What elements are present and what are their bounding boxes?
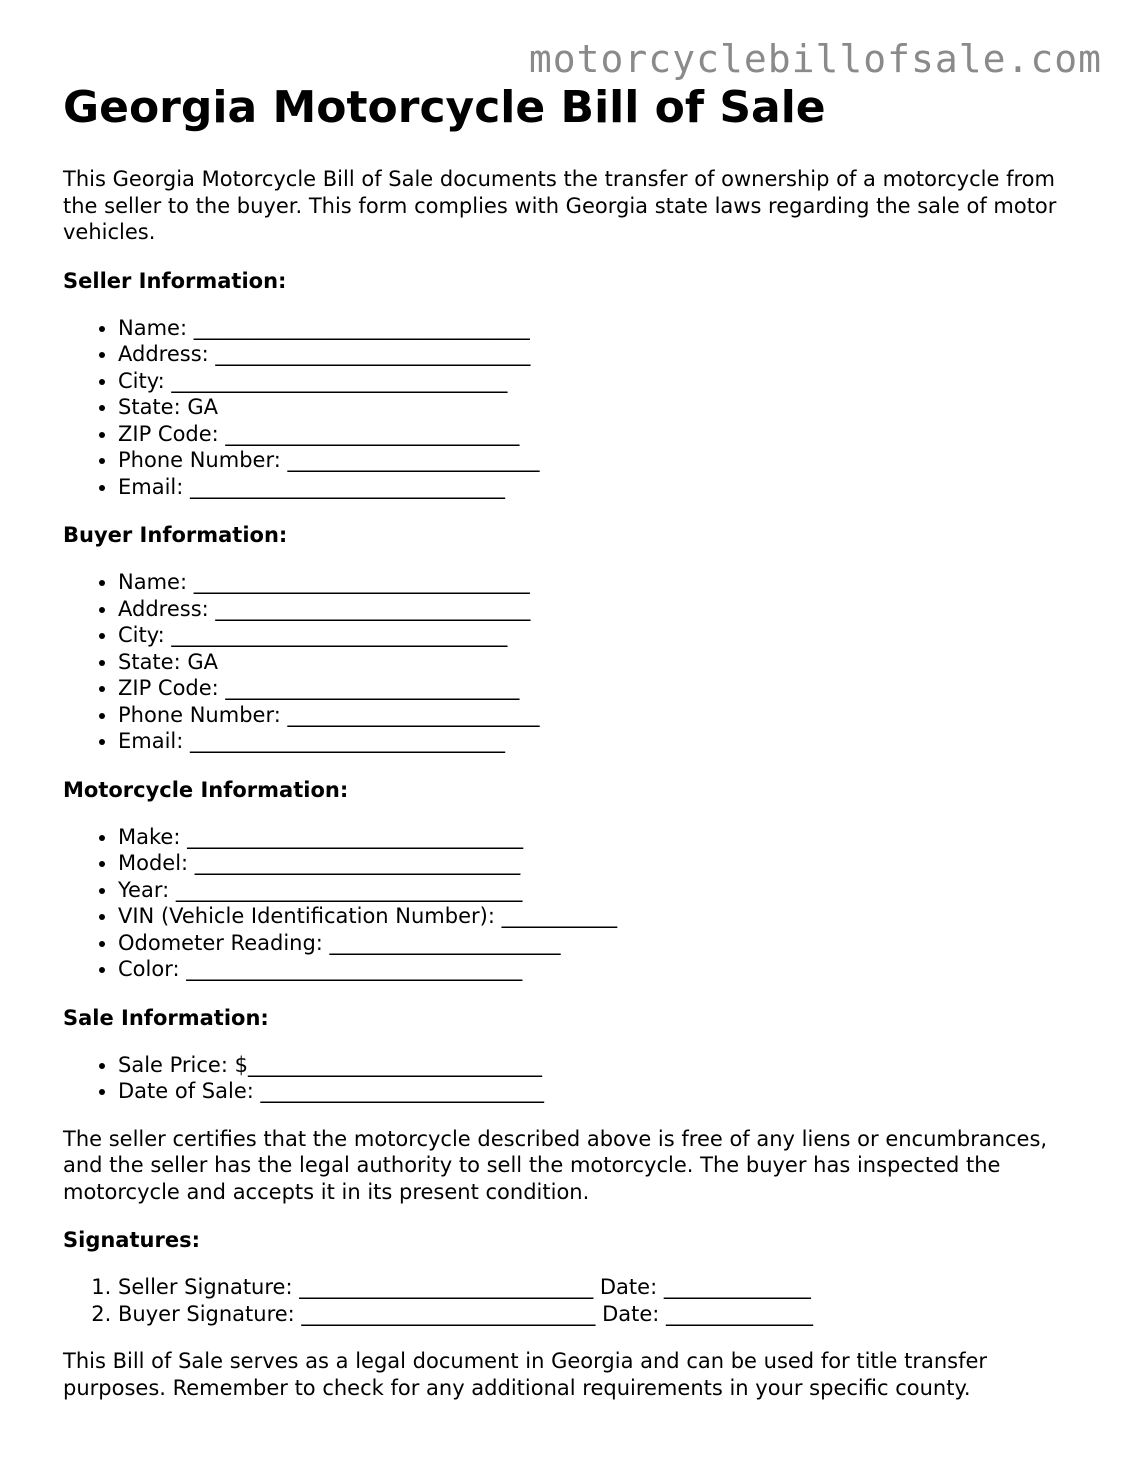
seller-zip-field: • ZIP Code: ____________________________ — [118, 421, 1083, 448]
motorcycle-vin-field: • VIN (Vehicle Identification Number): ___________ — [118, 903, 1083, 930]
motorcycle-make-field: • Make: ________________________________ — [118, 824, 1083, 851]
buyer-signature-line: 2. Buyer Signature: ____________________________ Date: ______________ — [118, 1301, 1083, 1328]
buyer-list — [63, 569, 1083, 755]
motorcycle-model-field: • Model: _______________________________ — [118, 850, 1083, 877]
seller-name-field: • Name: ________________________________ — [118, 315, 1083, 342]
sale-price-field: • Sale Price: $____________________________ — [118, 1052, 1083, 1079]
buyer-name-field: • Name: ________________________________ — [118, 569, 1083, 596]
seller-state-field: • State: GA — [118, 394, 1083, 421]
certification-paragraph: The seller certifies that the motorcycle described above is free of any liens or encumbrances, and the seller has the legal authority to sell the motorcycle. The buyer has inspected the motorcycle and accepts it in its present condition. — [63, 1126, 1048, 1204]
motorcycle-year-field: • Year: _________________________________ — [118, 877, 1083, 904]
seller-list — [63, 315, 1083, 501]
watermark-text: motorcyclebillofsale.com — [528, 37, 1102, 81]
sale-heading: Sale Information: — [63, 1005, 269, 1030]
buyer-phone-field: • Phone Number: ________________________ — [118, 702, 1083, 729]
closing-paragraph: This Bill of Sale serves as a legal document in Georgia and can be used for title transfer purposes. Remember to check for any additional requirements in your specific county. — [63, 1349, 988, 1400]
signatures-heading: Signatures: — [63, 1228, 200, 1252]
sale-date-field: • Date of Sale: ___________________________ — [118, 1078, 1083, 1105]
seller-heading: Seller Information: — [63, 268, 287, 293]
seller-phone-field: • Phone Number: ________________________ — [118, 447, 1083, 474]
buyer-state-field: • State: GA — [118, 649, 1083, 676]
seller-email-field: • Email: ______________________________ — [118, 474, 1083, 501]
buyer-address-field: • Address: ______________________________ — [118, 596, 1083, 623]
seller-address-field: • Address: ______________________________ — [118, 341, 1083, 368]
buyer-heading: Buyer Information: — [63, 523, 288, 547]
buyer-city-field: • City: ________________________________ — [118, 622, 1083, 649]
document-body — [63, 84, 1083, 1401]
buyer-zip-field: • ZIP Code: ____________________________ — [118, 675, 1083, 702]
seller-city-field: • City: ________________________________ — [118, 368, 1083, 395]
seller-signature-line: 1. Seller Signature: ____________________________ Date: ______________ — [118, 1274, 1083, 1301]
motorcycle-odometer-field: • Odometer Reading: ______________________ — [118, 930, 1083, 957]
signatures-list — [63, 1274, 1083, 1327]
buyer-email-field: • Email: ______________________________ — [118, 728, 1083, 755]
motorcycle-color-field: • Color: ________________________________ — [118, 956, 1083, 983]
motorcycle-list — [63, 824, 1083, 983]
sale-list — [63, 1052, 1083, 1105]
page-title: Georgia Motorcycle Bill of Sale — [63, 82, 826, 133]
intro-paragraph: This Georgia Motorcycle Bill of Sale documents the transfer of ownership of a motorcycle from the seller to the buyer. This form complies with Georgia state laws regarding the sale of motor vehicles. — [63, 167, 1057, 244]
motorcycle-heading: Motorcycle Information: — [63, 777, 349, 802]
